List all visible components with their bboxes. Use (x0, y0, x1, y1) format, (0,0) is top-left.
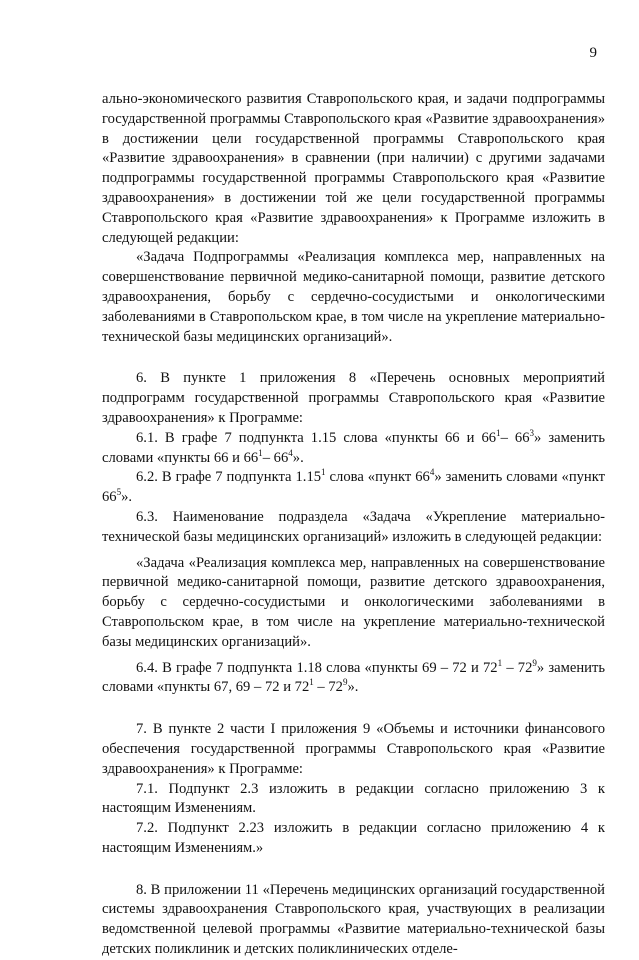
paragraph: 8. В приложении 11 «Перечень медицинских организаций государственной системы здравоохранения Ставропольского края, участвующих в реализации ведомственной целевой программы «Развитие материально-технической базы детских поликлиник и детских поликлинических отделе- (102, 881, 605, 958)
paragraph: ально-экономического развития Ставропольского края, и задачи подпрограммы государственной программы Ставропольского края «Развитие здравоохранения» в достижении цели государственной программы Ставропольского края «Развитие здравоохранения» в сравнении (при наличии) с другими задачами подпрограммы государственной программы Ставропольского края «Развитие здравоохранения» в достижении той же цели государственной программы Ставропольского края «Развитие здравоохранения» к Программе изложить в следующей редакции: (102, 91, 605, 246)
paragraph: 6. В пункте 1 приложения 8 «Перечень основных мероприятий подпрограмм государственной программы Ставропольского края «Развитие здравоохранения» к Программе: (102, 370, 605, 426)
paragraph: 6.3. Наименование подраздела «Задача «Укрепление материально-технической базы медицинских организаций» изложить в следующей редакции: (102, 508, 605, 545)
paragraph: «Задача Подпрограммы «Реализация комплекса мер, направленных на совершенствование первичной медико-санитарной помощи, развитие детского здравоохранения, борьбу с сердечно-сосудистыми и онкологическими заболеваниями в Ставропольском крае, в том числе на укрепление материально-технической базы медицинских организаций». (102, 249, 605, 345)
paragraph: 6.1. В графе 7 подпункта 1.15 слова «пункты 66 и $66^1-$ $66^3$» заменить словами «пункты 66 и $66^1-$ $66^4$». (102, 427, 605, 466)
page-number: 9 (589, 45, 597, 61)
paragraph-gap (102, 698, 605, 720)
paragraph: 7. В пункте 2 части I приложения 9 «Объемы и источники финансового обеспечения государственной программы Ставропольского края «Развитие здравоохранения» к Программе: (102, 721, 605, 777)
paragraph: 7.2. Подпункт 2.23 изложить в редакции согласно приложению 4 к настоящим Изменениям.» (102, 820, 605, 856)
paragraph-gap (102, 347, 605, 369)
paragraph-gap (102, 859, 605, 881)
paragraph: 6.4. В графе 7 подпункта 1.18 слова «пункты 69 – 72 и $72^1 - 72^9$» заменить словами «пункты 67, 69 – 72 и $72^1 - 72^9$». (102, 657, 606, 696)
paragraph: 6.2. В графе 7 подпункта 1.15$^1$ слова «пункт $66^4$» заменить словами «пункт $66^5$». (102, 467, 606, 506)
paragraph: 7.1. Подпункт 2.3 изложить в редакции согласно приложению 3 к настоящим Изменениям. (102, 780, 605, 817)
document-body (102, 90, 605, 960)
paragraph: «Задача «Реализация комплекса мер, направленных на совершенствование первичной медико-санитарной помощи, развитие детского здравоохранения, борьбу с сердечно-сосудистыми и онкологическими заболеваниями в Ставропольском крае, в том числе на укрепление материально-технической базы медицинских организаций». (102, 554, 605, 650)
